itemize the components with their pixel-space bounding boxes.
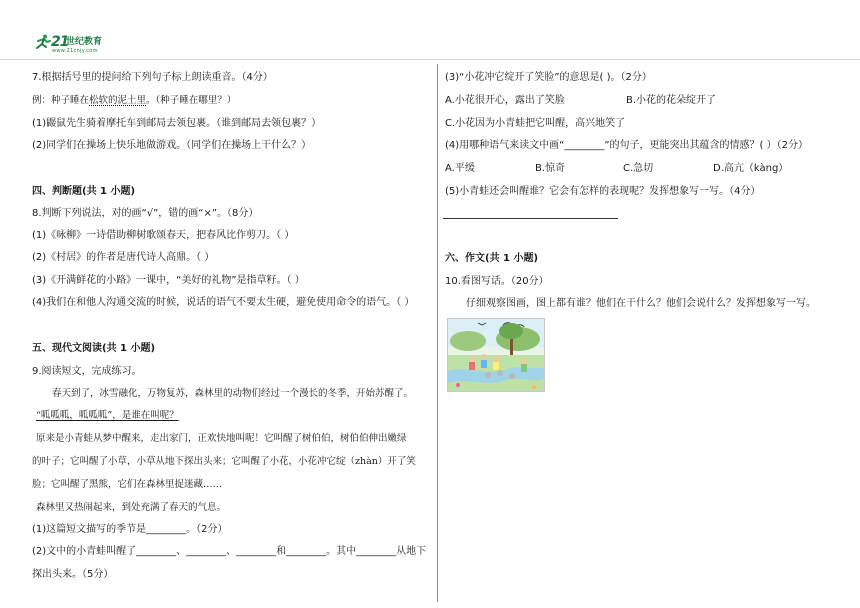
passage-para-3-line-3: 脸；它叫醒了黑熊，它们在森林里捉迷藏…… — [32, 479, 223, 490]
passage-para-4: 森林里又热闹起来，到处充满了春天的气息。 — [36, 502, 227, 513]
logo-subtitle: www.21cnjy.com — [52, 48, 98, 54]
q8-item-1: (1)《咏柳》一诗借助柳树歌颂春天，把春风比作剪刀。（ ） — [32, 230, 295, 241]
column-divider — [437, 64, 438, 602]
q10-title: 10.看图写话。（20分） — [445, 276, 549, 287]
q9-item-5: (5)小青蛙还会叫醒谁？它会有怎样的表现呢？发挥想象写一写。（4分） — [445, 186, 761, 197]
q7-example — [32, 95, 236, 106]
q7-item-1: (1)鼹鼠先生骑着摩托车到邮局去领包裹。（谁到邮局去领包裹？） — [32, 118, 322, 129]
passage-para-1: 春天到了，冰雪融化，万物复苏，森林里的动物们经过一个漫长的冬季，开始苏醒了。 — [52, 388, 414, 399]
q9-4-option-c: C.急切 — [623, 163, 654, 174]
header-divider — [0, 59, 860, 60]
section-6-title: 六、作文(共 1 小题) — [445, 253, 539, 264]
q9-item-4: (4)用哪种语气来读文中画“________”的句子，更能突出其蕴含的情感？( ）（2分） — [445, 140, 808, 151]
runner-logo-icon — [34, 34, 52, 50]
q7-title: 7.根据括号里的提问给下列句子标上朗读重音。（4分） — [32, 72, 273, 83]
q9-4-option-b: B.惊奇 — [535, 163, 566, 174]
q9-item-2-line-2: 探出头来。（5分） — [32, 569, 114, 580]
passage-para-3-line-2: 的叶子；它叫醒了小草，小草从地下探出头来；它叫醒了小花，小花冲它绽（zhàn）开了笑 — [32, 456, 416, 467]
writing-prompt-picture — [447, 318, 545, 392]
q8-item-2: (2)《村居》的作者是唐代诗人高鼎。（ ） — [32, 252, 215, 263]
children-by-stream-illustration — [448, 319, 544, 391]
q9-3-option-c: C.小花因为小青蛙把它叫醒，高兴地笑了 — [445, 118, 626, 129]
passage-para-2: “呱呱呱，呱呱呱”，是谁在叫呢？ — [36, 410, 179, 421]
q8-item-4: (4)我们在和他人沟通交流的时候，说话的语气不要太生硬，避免使用命令的语气。（ ） — [32, 297, 415, 308]
q9-title: 9.阅读短文，完成练习。 — [32, 366, 142, 377]
logo-number: 21 — [51, 34, 69, 50]
q7-example-suffix: 。（种子睡在哪里？） — [146, 95, 237, 106]
q7-example-prefix: 例：种子睡在 — [32, 95, 90, 106]
q9-item-3: (3)“小花冲它绽开了笑脸”的意思是( )。（2分） — [445, 72, 652, 83]
q9-item-1: (1)这篇短文描写的季节是________。（2分） — [32, 524, 228, 535]
q7-example-emphasis: 松软的泥土里 — [89, 95, 147, 106]
section-5-title: 五、现代文阅读(共 1 小题) — [32, 343, 156, 354]
logo — [34, 34, 114, 52]
passage-para-3-line-1: 原来是小青蛙从梦中醒来，走出家门，正欢快地叫呢！它叫醒了树伯伯，树伯伯伸出嫩绿 — [36, 433, 407, 444]
q10-prompt: 仔细观察图画，图上都有谁？他们在干什么？他们会说什么？发挥想象写一写。 — [466, 298, 816, 309]
q8-title: 8.判断下列说法，对的画“√”，错的画“×”。（8分） — [32, 208, 259, 219]
section-4-title: 四、判断题(共 1 小题) — [32, 186, 136, 197]
q7-item-2: (2)同学们在操场上快乐地做游戏。（同学们在操场上干什么？） — [32, 140, 312, 151]
logo-word: 世纪教育 — [66, 37, 103, 47]
q9-3-option-a: A.小花很开心，露出了笑脸 — [445, 95, 565, 106]
q9-item-2-line-1: (2)文中的小青蛙叫醒了________、________、________和________。其中________从地下 — [32, 546, 427, 557]
q9-4-option-d: D.高亢（kàng） — [713, 163, 789, 174]
q9-3-option-b: B.小花的花朵绽开了 — [626, 95, 717, 106]
q8-item-3: (3)《开满鲜花的小路》一课中，“美好的礼物”是指草籽。（ ） — [32, 275, 305, 286]
answer-line — [443, 218, 618, 219]
q9-4-option-a: A.平缓 — [445, 163, 475, 174]
